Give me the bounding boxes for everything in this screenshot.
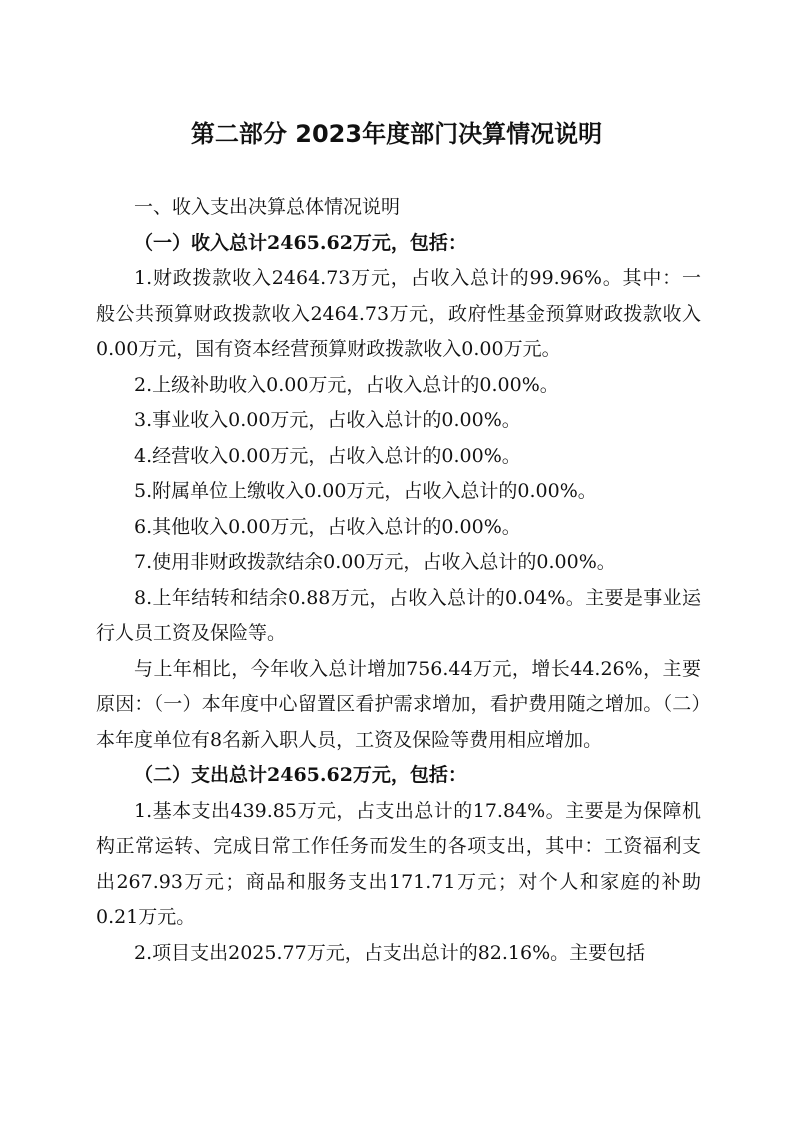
income-heading: （一）收入总计2465.62万元，包括： xyxy=(134,231,467,254)
income-item-2: 2.上级补助收入0.00万元，占收入总计的0.00%。 xyxy=(134,373,559,396)
income-item-6: 6.其他收入0.00万元，占收入总计的0.00%。 xyxy=(134,515,521,538)
expenditure-item-2: 2.项目支出2025.77万元，占支出总计的82.16%。主要包括 xyxy=(134,941,646,964)
income-item-7: 7.使用非财政拨款结余0.00万元，占收入总计的0.00%。 xyxy=(134,551,616,573)
expenditure-heading: （二）支出总计2465.62万元，包括： xyxy=(134,764,467,786)
income-item-5: 5.附属单位上缴收入0.00万元，占收入总计的0.00%。 xyxy=(134,480,597,502)
section-heading-overview: 一、收入支出决算总体情况说明 xyxy=(134,196,401,218)
income-item-3: 3.事业收入0.00万元，占收入总计的0.00%。 xyxy=(134,409,521,431)
expenditure-item-1: 1.基本支出439.85万元，占支出总计的17.84%。主要是为保障机构正常运转、完成日常工作任务而发生的各项支出，其中：工资福利支出267.93万元；商品和服务支出171.71万元；对个人和家庭的补助0.21万元。 xyxy=(96,799,701,928)
document-body xyxy=(96,190,701,971)
income-item-8: 8.上年结转和结余0.88万元，占收入总计的0.04%。主要是事业运行人员工资及保险等。 xyxy=(96,586,701,644)
income-item-4: 4.经营收入0.00万元，占收入总计的0.00%。 xyxy=(134,444,521,467)
page-title: 第二部分 2023年度部门决算情况说明 xyxy=(190,120,603,148)
income-comparison-paragraph: 与上年相比，今年收入总计增加756.44万元，增长44.26%，主要原因：（一）本年度中心留置区看护需求增加，看护费用随之增加。（二）本年度单位有8名新入职人员，工资及保险等费用相应增加。 xyxy=(96,657,701,751)
income-item-1: 1.财政拨款收入2464.73万元，占收入总计的99.96%。其中：一般公共预算财政拨款收入2464.73万元，政府性基金预算财政拨款收入0.00万元，国有资本经营预算财政拨款收入0.00万元。 xyxy=(96,267,701,360)
